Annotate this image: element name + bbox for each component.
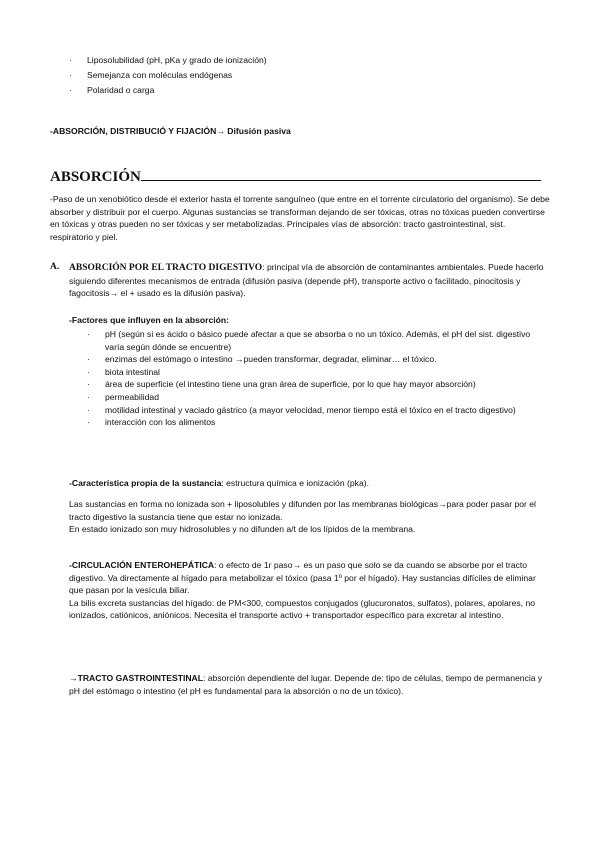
caracteristica-label: -Característica propia de la sustancia (69, 478, 222, 488)
circulacion-p2: La bilis excreta sustancias del hígado: de PM<300, compuestos conjugados (glucuronatos, sulfatos), polares, apolares, no ionizados, catiónicos, aniónicos. Necesita el transporte activo + transportador específico para excretar al intestino. (69, 597, 536, 621)
circulacion-paragraph: -CIRCULACIÓN ENTEROHEPÁTICA: o efecto de 1r paso→ es un paso que solo se da cuando se absorbe por el tracto digestivo. Va directamente al hígado para metabolizar el tóxico (pasa 1º por el hígado). Hay sustancias difíciles de eliminar que pasan por la vesícula biliar. La bilis excreta sustancias del hígado: de PM<300, compuestos conjugados (glucuronatos, sulfatos), polares, apolares, no ionizados, catiónicos, aniónicos. Necesita el transporte activo + transportador específico para excretar al intestino. (69, 559, 550, 622)
title-underline (141, 168, 541, 181)
bullet-icon: · (87, 417, 90, 428)
bullet-icon: · (87, 329, 90, 339)
ionizada-paragraph (69, 498, 547, 536)
bullet-icon: · (69, 84, 72, 95)
bullet-icon: · (87, 354, 90, 365)
list-item: · enzimas del estómago o intestino →pueden transformar, degradar, eliminar… el tóxico. (87, 354, 437, 365)
top-bullet-list (69, 53, 549, 97)
list-item: · Semejanza con moléculas endógenas (69, 68, 549, 83)
factores-list (87, 328, 547, 429)
tracto-paragraph: →TRACTO GASTROINTESTINAL: absorción dependiente del lugar. Depende de: tipo de células, tiempo de permanencia y pH del estómago o intestino (el pH es fundamental para la absorción o no de un tóxico). (69, 673, 543, 696)
factores-heading: -Factores que influyen en la absorción: (69, 315, 229, 325)
list-item: · interacción con los alimentos (87, 417, 216, 428)
bullet-icon: · (69, 69, 72, 80)
ionizada-p1: Las sustancias en forma no ionizada son + liposolubles y difunden por las membranas biológicas→para poder pasar por el tracto digestivo la sustancia tiene que estar no ionizada. (69, 499, 536, 522)
list-item: · área de superficie (el intestino tiene una gran área de superficie, por lo que hay mayor absorción) (87, 379, 476, 390)
list-item: · biota intestinal (87, 366, 160, 377)
list-item: · pH (según si es ácido o básico puede afectar a que se absorba o no un tóxico. Además, el pH del sist. digestivo varía según dónde se encuentre) (87, 329, 531, 352)
section-a-lead: ABSORCIÓN POR EL TRACTO DIGESTIVO (69, 263, 263, 273)
tracto-label: →TRACTO GASTROINTESTINAL (69, 673, 203, 683)
bullet-icon: · (87, 379, 90, 390)
bullet-icon: · (87, 366, 90, 377)
section-heading: -ABSORCIÓN, DISTRIBUCIÓ Y FIJACIÓN→ Difusión pasiva (50, 126, 291, 136)
circulacion-label: -CIRCULACIÓN ENTEROHEPÁTICA (69, 560, 215, 570)
list-item: · Polaridad o carga (69, 83, 549, 98)
bullet-icon: · (87, 391, 90, 402)
section-a-paragraph: ABSORCIÓN POR EL TRACTO DIGESTIVO: principal vía de absorción de contaminantes ambientales. Puede hacerlo siguiendo diferentes mecanismos de entrada (difusión pasiva (depende pH), transporte activo o facilitado, pinocitosis y fagocitosis→ el + usado es la difusión pasiva). (69, 262, 544, 299)
list-item: · permeabilidad (87, 391, 159, 402)
caracteristica-line: -Característica propia de la sustancia: estructura química e ionización (pka). (69, 478, 369, 488)
list-item: · motilidad intestinal y vaciado gástrico (a mayor velocidad, menor tiempo está el tóxico en el tracto digestivo) (87, 404, 516, 415)
absorcion-intro: -Paso de un xenobiótico desde el exterior hasta el torrente sanguíneo (que entre en el torrente circulatorio del organismo). Se debe absorber y distribuir por el cuerpo. Algunas sustancias se transforman dejando de ser tóxicas, otras no tóxicas pueden convertirse en tóxicas y otras pueden no ser tóxicas y ser metabolizadas. Principales vías de absorción: tracto gastrointestinal, sist. respiratorio y piel. (50, 194, 550, 242)
bullet-icon: · (69, 55, 72, 65)
ionizada-p2: En estado ionizado son muy hidrosolubles y no difunden a/t de los lípidos de la membrana. (69, 524, 416, 535)
bullet-icon: · (87, 404, 90, 415)
list-item: · Liposolubilidad (pH, pKa y grado de ionización) (69, 53, 549, 68)
section-a-letter: A. (50, 262, 60, 272)
absorcion-title: ABSORCIÓN (50, 168, 547, 186)
